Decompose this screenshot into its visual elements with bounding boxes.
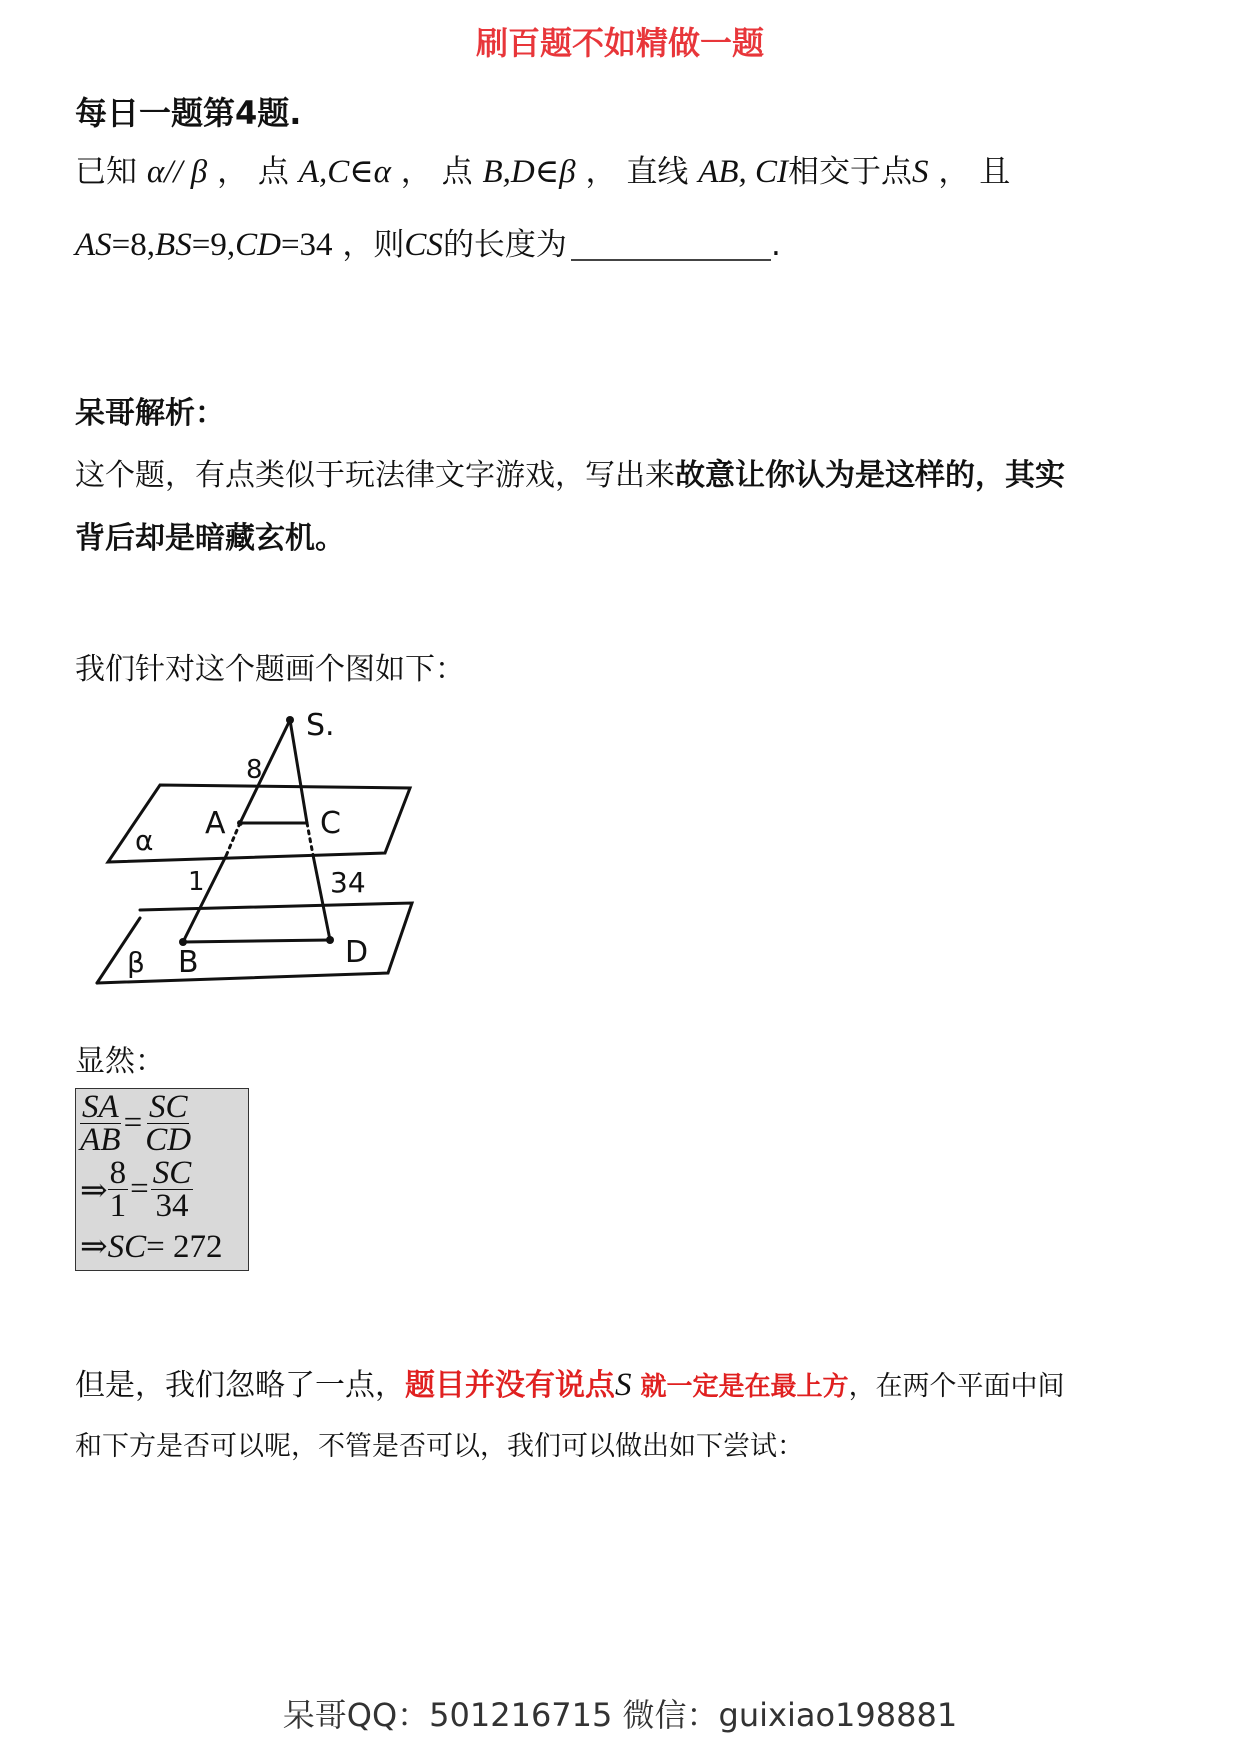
label-A: A: [205, 806, 226, 841]
label-D: D: [345, 935, 369, 970]
fraction: [151, 1157, 194, 1222]
label-CD-length: 34: [330, 866, 366, 899]
formula-row-2: [80, 1157, 193, 1222]
math: =34: [280, 227, 333, 263]
label-S: S.: [306, 708, 335, 743]
answer-blank: [571, 229, 771, 261]
fraction: [145, 1091, 191, 1156]
math: A,C∈α: [298, 154, 391, 190]
text: .: [770, 227, 781, 263]
numerator: 8: [109, 1155, 127, 1191]
numerator: SC: [148, 1089, 188, 1125]
math: B,D∈β: [482, 154, 576, 190]
denominator: CD: [145, 1122, 192, 1158]
conclusion-line-1: [75, 1360, 1065, 1404]
footer-contact: 呆哥QQ：501216715 微信：guixiao198881: [282, 1696, 958, 1734]
conclusion-line-2: 和下方是否可以呢，不管是否可以，我们可以做出如下尝试：: [75, 1431, 804, 1462]
math: S: [615, 1367, 632, 1403]
fraction: [80, 1091, 121, 1156]
text: ， 且: [928, 154, 1011, 190]
math: BS: [155, 227, 192, 263]
highlight-text: 题目并没有说点: [405, 1368, 615, 1403]
text: ，在两个平面中间: [848, 1371, 1065, 1402]
math: AS: [75, 227, 112, 263]
page-title: 刷百题不如精做一题: [475, 24, 764, 62]
math: α// β: [146, 154, 208, 190]
label-AS-length: 8: [246, 755, 263, 785]
math: =9,: [191, 227, 236, 263]
formula-box: [75, 1088, 249, 1271]
label-beta: β: [127, 946, 145, 979]
implies-arrow-icon: ⇒: [80, 1172, 108, 1209]
text: 已知: [75, 154, 147, 190]
math: CS: [404, 227, 443, 263]
analysis-heading: 呆哥解析：: [75, 396, 225, 431]
equals: =: [123, 1105, 143, 1141]
highlight-text: 就一定是在最上方: [631, 1372, 849, 1402]
obviously-label: 显然：: [75, 1044, 165, 1079]
denominator: 34: [155, 1188, 189, 1224]
numerator: SA: [82, 1089, 119, 1125]
diagram-intro: 我们针对这个题画个图如下：: [75, 652, 465, 687]
math: =8,: [111, 227, 156, 263]
analysis-body-line-2: 背后却是暗藏玄机。: [75, 521, 345, 556]
math: CD: [235, 227, 281, 263]
formula-row-1: [80, 1091, 191, 1156]
problem-heading: 每日一题第4题.: [75, 94, 302, 132]
fraction: [108, 1157, 129, 1222]
label-B: B: [178, 945, 199, 980]
label-alpha: α: [135, 824, 154, 857]
text: ， 点: [390, 154, 483, 190]
text: 的长度为: [442, 227, 567, 263]
formula-lhs: SC: [107, 1229, 147, 1265]
numerator: SC: [152, 1155, 192, 1191]
emphasis-text: 故意让你认为是这样的，其实: [675, 458, 1065, 493]
planes-diagram: [0, 0, 460, 1010]
text: ， 直线: [575, 154, 699, 190]
equals: =: [130, 1171, 149, 1207]
label-C: C: [320, 806, 341, 841]
text: 相交于点: [788, 154, 913, 190]
text: 这个题，有点类似于玩法律文字游戏，写出来: [75, 458, 675, 493]
text: 但是，我们忽略了一点，: [75, 1368, 405, 1403]
math: S: [912, 154, 929, 190]
denominator: AB: [80, 1122, 121, 1158]
formula-rhs: = 272: [146, 1229, 223, 1265]
text: ， 点: [207, 154, 299, 190]
text: ，则: [332, 227, 405, 263]
math: AB, CI: [698, 154, 789, 190]
implies-arrow-icon: ⇒: [80, 1229, 108, 1265]
denominator: 1: [109, 1188, 127, 1224]
label-AB-length: 1: [188, 867, 205, 897]
formula-row-3: [80, 1229, 223, 1265]
